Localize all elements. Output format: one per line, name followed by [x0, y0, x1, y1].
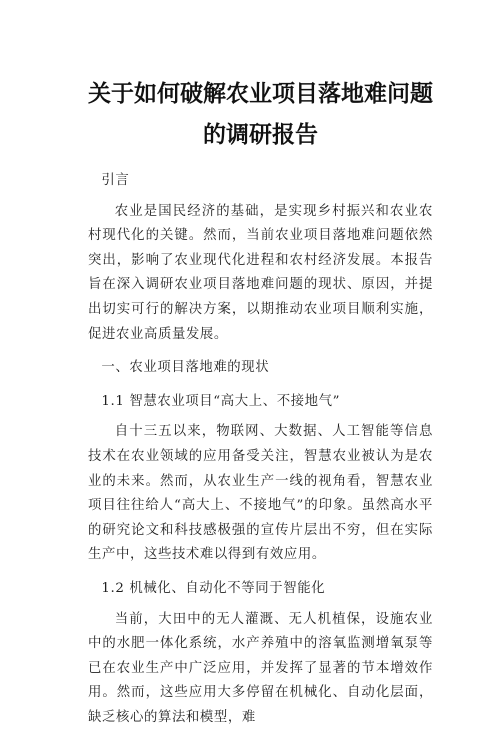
intro-paragraph: 农业是国民经济的基础，是实现乡村振兴和农业农村现代化的关键。然而，当前农业项目落地难问题依然突出，影响了农业现代化进程和农村经济发展。本报告旨在深入调研农业项目落地难问题的现状、原因，并提出切实可行的解决方案，以期推动农业项目顺利实施，促进农业高质量发展。: [88, 200, 433, 348]
section-1-heading: 一、农业项目落地难的现状: [88, 356, 433, 381]
intro-label: 引言: [88, 169, 433, 194]
subsection-1-2-heading: 1.2 机械化、自动化不等同于智能化: [88, 577, 433, 602]
document-title: 关于如何破解农业项目落地难问题的调研报告: [80, 0, 441, 155]
subsection-1-1-heading: 1.1 智慧农业项目“高大上、不接地气”: [88, 390, 433, 415]
subsection-1-2-paragraph: 当前，大田中的无人灌溉、无人机植保，设施农业中的水肥一体化系统，水产养殖中的溶氧监测增氧泵等已在农业生产中广泛应用，并发挥了显著的节本增效作用。然而，这些应用大多停留在机械化、自动化层面，缺乏核心的算法和模型，难: [88, 608, 433, 730]
subsection-1-1-paragraph: 自十三五以来，物联网、大数据、人工智能等信息技术在农业领域的应用备受关注，智慧农业被认为是农业的未来。然而，从农业生产一线的视角看，智慧农业项目往往给人“高大上、不接地气”的印象。虽然高水平的研究论文和科技感极强的宣传片层出不穷，但在实际生产中，这些技术难以得到有效应用。: [88, 420, 433, 568]
